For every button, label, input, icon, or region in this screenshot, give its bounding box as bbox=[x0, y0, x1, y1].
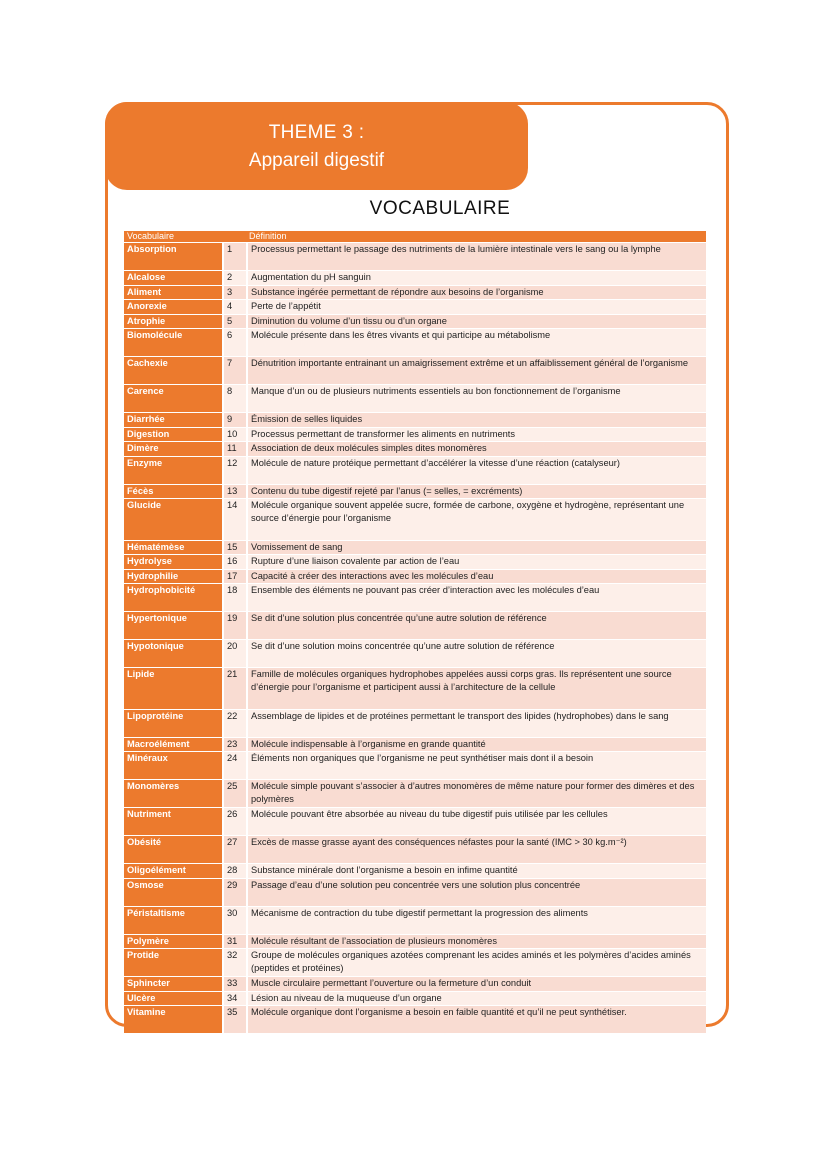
table-row bbox=[124, 357, 706, 384]
term-cell: Aliment bbox=[124, 286, 222, 300]
term-cell: Nutriment bbox=[124, 808, 222, 835]
number-cell: 7 bbox=[222, 357, 246, 384]
term-cell: Monomères bbox=[124, 780, 222, 807]
number-cell: 19 bbox=[222, 612, 246, 639]
number-cell: 4 bbox=[222, 300, 246, 314]
term-cell: Minéraux bbox=[124, 752, 222, 779]
table-row bbox=[124, 499, 706, 540]
table-row bbox=[124, 442, 706, 456]
term-cell: Protide bbox=[124, 949, 222, 976]
definition-cell: Processus permettant le passage des nutriments de la lumière intestinale vers le sang ou la lymphe bbox=[246, 243, 706, 270]
number-cell: 30 bbox=[222, 907, 246, 934]
table-header-row bbox=[124, 231, 706, 242]
definition-cell: Dénutrition importante entrainant un amaigrissement extrême et un affaiblissement général de l’organisme bbox=[246, 357, 706, 384]
table-row bbox=[124, 428, 706, 442]
number-cell: 16 bbox=[222, 555, 246, 569]
term-cell: Oligoélément bbox=[124, 864, 222, 878]
definition-cell: Lésion au niveau de la muqueuse d’un organe bbox=[246, 992, 706, 1006]
number-cell: 13 bbox=[222, 485, 246, 499]
number-cell: 27 bbox=[222, 836, 246, 863]
term-cell: Péristaltisme bbox=[124, 907, 222, 934]
term-cell: Sphincter bbox=[124, 977, 222, 991]
table-row bbox=[124, 949, 706, 976]
term-cell: Fécès bbox=[124, 485, 222, 499]
table-row bbox=[124, 570, 706, 584]
term-cell: Polymère bbox=[124, 935, 222, 949]
table-row bbox=[124, 907, 706, 934]
definition-cell: Émission de selles liquides bbox=[246, 413, 706, 427]
definition-cell: Rupture d’une liaison covalente par action de l’eau bbox=[246, 555, 706, 569]
table-row bbox=[124, 385, 706, 412]
definition-cell: Molécule pouvant être absorbée au niveau du tube digestif puis utilisée par les cellules bbox=[246, 808, 706, 835]
definition-cell: Substance ingérée permettant de répondre aux besoins de l’organisme bbox=[246, 286, 706, 300]
table-row bbox=[124, 271, 706, 285]
definition-cell: Mécanisme de contraction du tube digestif permettant la progression des aliments bbox=[246, 907, 706, 934]
definition-cell: Molécule présente dans les êtres vivants et qui participe au métabolisme bbox=[246, 329, 706, 356]
table-row bbox=[124, 808, 706, 835]
definition-cell: Molécule résultant de l’association de plusieurs monomères bbox=[246, 935, 706, 949]
definition-cell: Groupe de molécules organiques azotées comprenant les acides aminés et les polymères d’acides aminés (peptides et protéines) bbox=[246, 949, 706, 976]
table-row bbox=[124, 584, 706, 611]
term-cell: Absorption bbox=[124, 243, 222, 270]
term-cell: Enzyme bbox=[124, 457, 222, 484]
definition-cell: Assemblage de lipides et de protéines permettant le transport des lipides (hydrophobes) dans le sang bbox=[246, 710, 706, 737]
definition-cell: Capacité à créer des interactions avec les molécules d’eau bbox=[246, 570, 706, 584]
definition-cell: Perte de l’appétit bbox=[246, 300, 706, 314]
table-row bbox=[124, 977, 706, 991]
number-cell: 17 bbox=[222, 570, 246, 584]
definition-cell: Passage d’eau d’une solution peu concentrée vers une solution plus concentrée bbox=[246, 879, 706, 906]
definition-cell: Muscle circulaire permettant l’ouverture ou la fermeture d’un conduit bbox=[246, 977, 706, 991]
table-row bbox=[124, 612, 706, 639]
term-cell: Ulcère bbox=[124, 992, 222, 1006]
table-row bbox=[124, 935, 706, 949]
term-cell: Cachexie bbox=[124, 357, 222, 384]
number-cell: 32 bbox=[222, 949, 246, 976]
table-row bbox=[124, 555, 706, 569]
table-row bbox=[124, 413, 706, 427]
number-cell: 12 bbox=[222, 457, 246, 484]
table-row bbox=[124, 836, 706, 863]
theme-header bbox=[105, 102, 528, 190]
table-row bbox=[124, 780, 706, 807]
table-row bbox=[124, 243, 706, 270]
number-cell: 10 bbox=[222, 428, 246, 442]
term-cell: Dimère bbox=[124, 442, 222, 456]
number-cell: 22 bbox=[222, 710, 246, 737]
header-definition: Définition bbox=[246, 231, 706, 242]
definition-cell: Substance minérale dont l’organisme a besoin en infime quantité bbox=[246, 864, 706, 878]
term-cell: Anorexie bbox=[124, 300, 222, 314]
table-row bbox=[124, 1006, 706, 1033]
number-cell: 2 bbox=[222, 271, 246, 285]
term-cell: Digestion bbox=[124, 428, 222, 442]
term-cell: Biomolécule bbox=[124, 329, 222, 356]
header-num bbox=[222, 231, 246, 242]
term-cell: Glucide bbox=[124, 499, 222, 540]
number-cell: 9 bbox=[222, 413, 246, 427]
definition-cell: Contenu du tube digestif rejeté par l’anus (= selles, = excréments) bbox=[246, 485, 706, 499]
definition-cell: Molécule indispensable à l’organisme en grande quantité bbox=[246, 738, 706, 752]
number-cell: 31 bbox=[222, 935, 246, 949]
definition-cell: Vomissement de sang bbox=[246, 541, 706, 555]
table-row bbox=[124, 457, 706, 484]
number-cell: 3 bbox=[222, 286, 246, 300]
vocabulary-rows bbox=[124, 243, 706, 1033]
definition-cell: Diminution du volume d’un tissu ou d’un organe bbox=[246, 315, 706, 329]
definition-cell: Augmentation du pH sanguin bbox=[246, 271, 706, 285]
table-row bbox=[124, 485, 706, 499]
definition-cell: Excès de masse grasse ayant des conséquences néfastes pour la santé (IMC > 30 kg.m⁻²) bbox=[246, 836, 706, 863]
term-cell: Atrophie bbox=[124, 315, 222, 329]
term-cell: Lipide bbox=[124, 668, 222, 709]
theme-title: Appareil digestif bbox=[248, 150, 385, 171]
number-cell: 26 bbox=[222, 808, 246, 835]
term-cell: Hydrolyse bbox=[124, 555, 222, 569]
number-cell: 29 bbox=[222, 879, 246, 906]
table-row bbox=[124, 315, 706, 329]
term-cell: Hypotonique bbox=[124, 640, 222, 667]
number-cell: 6 bbox=[222, 329, 246, 356]
term-cell: Diarrhée bbox=[124, 413, 222, 427]
number-cell: 18 bbox=[222, 584, 246, 611]
number-cell: 34 bbox=[222, 992, 246, 1006]
definition-cell: Association de deux molécules simples dites monomères bbox=[246, 442, 706, 456]
number-cell: 24 bbox=[222, 752, 246, 779]
table-row bbox=[124, 668, 706, 709]
definition-cell: Éléments non organiques que l’organisme ne peut synthétiser mais dont il a besoin bbox=[246, 752, 706, 779]
definition-cell: Famille de molécules organiques hydrophobes appelées aussi corps gras. Ils représentent une source d’énergie pour l’organisme et participent aussi à l’architecture de la cellule bbox=[246, 668, 706, 709]
table-row bbox=[124, 864, 706, 878]
number-cell: 35 bbox=[222, 1006, 246, 1033]
table-row bbox=[124, 329, 706, 356]
term-cell: Vitamine bbox=[124, 1006, 222, 1033]
table-row bbox=[124, 992, 706, 1006]
number-cell: 8 bbox=[222, 385, 246, 412]
number-cell: 28 bbox=[222, 864, 246, 878]
term-cell: Osmose bbox=[124, 879, 222, 906]
definition-cell: Molécule simple pouvant s’associer à d’autres monomères de même nature pour former des dimères et des polymères bbox=[246, 780, 706, 807]
term-cell: Alcalose bbox=[124, 271, 222, 285]
header-term: Vocabulaire bbox=[124, 231, 222, 242]
table-row bbox=[124, 710, 706, 737]
table-row bbox=[124, 879, 706, 906]
definition-cell: Se dit d’une solution moins concentrée qu’une autre solution de référence bbox=[246, 640, 706, 667]
term-cell: Hématémèse bbox=[124, 541, 222, 555]
table-row bbox=[124, 286, 706, 300]
number-cell: 21 bbox=[222, 668, 246, 709]
number-cell: 20 bbox=[222, 640, 246, 667]
definition-cell: Ensemble des éléments ne pouvant pas créer d’interaction avec les molécules d’eau bbox=[246, 584, 706, 611]
table-row bbox=[124, 640, 706, 667]
term-cell: Obésité bbox=[124, 836, 222, 863]
definition-cell: Processus permettant de transformer les aliments en nutriments bbox=[246, 428, 706, 442]
term-cell: Macroélément bbox=[124, 738, 222, 752]
definition-cell: Molécule organique souvent appelée sucre, formée de carbone, oxygène et hydrogène, représentant une source d’énergie pour l’organisme bbox=[246, 499, 706, 540]
table-row bbox=[124, 541, 706, 555]
term-cell: Carence bbox=[124, 385, 222, 412]
number-cell: 15 bbox=[222, 541, 246, 555]
number-cell: 5 bbox=[222, 315, 246, 329]
definition-cell: Manque d’un ou de plusieurs nutriments essentiels au bon fonctionnement de l’organisme bbox=[246, 385, 706, 412]
theme-number: THEME 3 : bbox=[268, 122, 365, 143]
table-row bbox=[124, 738, 706, 752]
number-cell: 33 bbox=[222, 977, 246, 991]
number-cell: 23 bbox=[222, 738, 246, 752]
term-cell: Hydrophilie bbox=[124, 570, 222, 584]
number-cell: 14 bbox=[222, 499, 246, 540]
number-cell: 25 bbox=[222, 780, 246, 807]
number-cell: 11 bbox=[222, 442, 246, 456]
vocabulary-table bbox=[124, 230, 706, 1034]
definition-cell: Molécule organique dont l’organisme a besoin en faible quantité et qu’il ne peut synthétiser. bbox=[246, 1006, 706, 1033]
vocabulary-title: VOCABULAIRE bbox=[369, 198, 511, 219]
definition-cell: Se dit d’une solution plus concentrée qu’une autre solution de référence bbox=[246, 612, 706, 639]
term-cell: Hydrophobicité bbox=[124, 584, 222, 611]
number-cell: 1 bbox=[222, 243, 246, 270]
table-row bbox=[124, 300, 706, 314]
definition-cell: Molécule de nature protéique permettant d’accélérer la vitesse d’une réaction (catalyseur) bbox=[246, 457, 706, 484]
term-cell: Hypertonique bbox=[124, 612, 222, 639]
term-cell: Lipoprotéine bbox=[124, 710, 222, 737]
table-row bbox=[124, 752, 706, 779]
